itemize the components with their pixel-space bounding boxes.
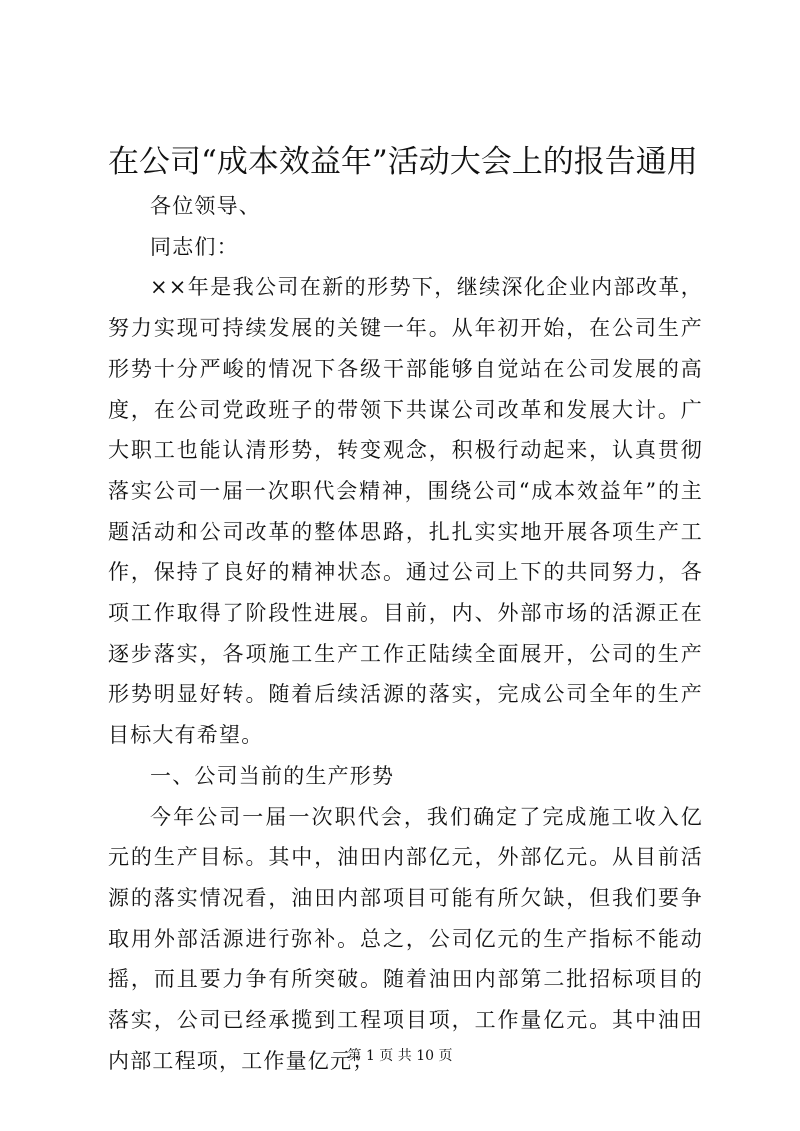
page-number-footer: 第 1 页 共 10 页 <box>347 1048 453 1064</box>
section-heading: 一、公司当前的生产形势 <box>150 763 395 788</box>
document-body <box>108 186 703 1081</box>
document-title: 在公司“成本效益年”活动大会上的报告通用 <box>108 144 698 180</box>
intro-paragraph: ××年是我公司在新的形势下，继续深化企业内部改革，努力实现可持续发展的关键一年。从年初开始，在公司生产形势十分严峻的情况下各级干部能够自觉站在公司发展的高度，在公司党政班子的带领下共谋公司改革和发展大计。广大职工也能认清形势，转变观念，积极行动起来，认真贯彻落实公司一届一次职代会精神，围绕公司“成本效益年”的主题活动和公司改革的整体思路，扎扎实实地开展各项生产工作，保持了良好的精神状态。通过公司上下的共同努力，各项工作取得了阶段性进展。目前，内、外部市场的活源正在逐步落实，各项施工生产工作正陆续全面展开，公司的生产形势明显好转。随着后续活源的落实，完成公司全年的生产目标大有希望。 <box>108 275 703 748</box>
salutation-comrades: 同志们： <box>150 234 239 259</box>
salutation-leaders: 各位领导、 <box>150 194 261 218</box>
section-paragraph: 今年公司一届一次职代会，我们确定了完成施工收入亿元的生产目标。其中，油田内部亿元，外部亿元。从目前活源的落实情况看，油田内部项目可能有所欠缺，但我们要争取用外部活源进行弥补。总之，公司亿元的生产指标不能动摇，而且要力争有所突破。随着油田内部第二批招标项目的落实，公司已经承揽到工程项目项，工作量亿元。其中油田内部工程项，工作量亿元； <box>108 804 703 1073</box>
